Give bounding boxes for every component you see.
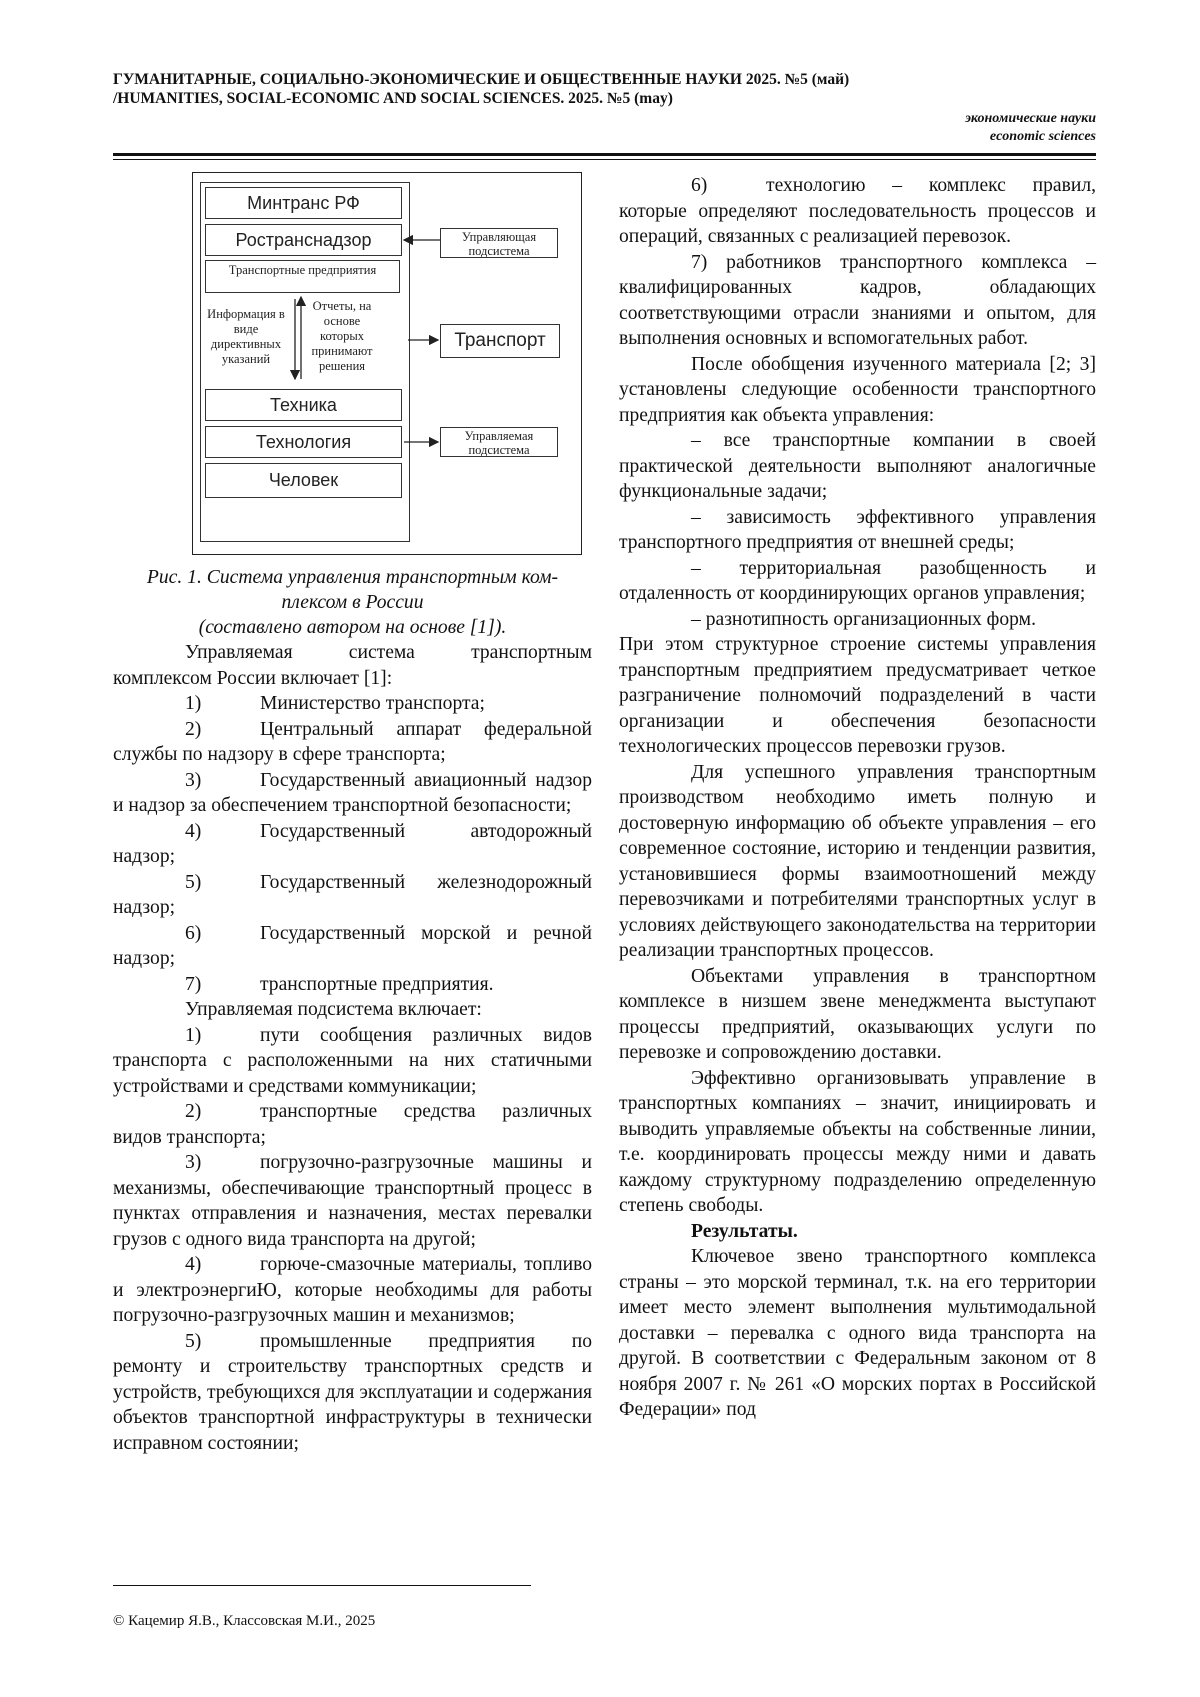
paragraph: Ключевое звено транспортного комплекса страны – это морской терминал, т.к. на его территории имеет место элемент выполнения мультимодальной доставки – перевалка с одного вида транспорта на другой. В соответствии с Федеральным законом от 8 ноября 2007 г. № 261 «О морских портах в Российской Федерации» под	[619, 1246, 1096, 1420]
list-item: 6) технологию – комплекс правил, которые определяют последовательность процессов и операций, связанных с реализацией перевозок.	[619, 175, 1096, 247]
journal-title-ru: ГУМАНИТАРНЫЕ, СОЦИАЛЬНО-ЭКОНОМИЧЕСКИЕ И ОБЩЕСТВЕННЫЕ НАУКИ 2025. №5 (май)	[113, 71, 850, 88]
paragraph: Управляемая система транспортным комплексом России включает [1]:	[113, 642, 592, 689]
paragraph: Объектами управления в транспортном комплексе в низшем звене менеджмента выступают процессы предприятий, оказывающих услуги по перевозке и сопровождению доставки.	[619, 965, 1096, 1063]
list-item: 1) пути сообщения различных видов транспорта с расположенными на них статичными устройствами и средствами коммуникации;	[113, 1024, 592, 1097]
header-rule-thin	[113, 159, 1096, 160]
box-mintrans: Минтранс РФ	[205, 187, 402, 219]
list-item: 4) Государственный автодорожный надзор;	[113, 820, 592, 867]
box-technika: Техника	[205, 389, 402, 421]
copyright-footer: © Кацемир Я.В., Классовская М.И., 2025	[113, 1613, 376, 1629]
paragraph: После обобщения изученного материала [2; 3] установлены следующие особенности транспортного предприятия как объекта управления:	[619, 353, 1096, 426]
list-item: 2) Центральный аппарат федеральной службы по надзору в сфере транспорта;	[113, 718, 592, 765]
figure-caption: Рис. 1. Система управления транспортным ком- плексом в России (составлено автором на основе [1]).	[146, 567, 559, 638]
dash-item: – зависимость эффективного управления транспортного предприятия от внешней среды;	[619, 506, 1096, 553]
paragraph: При этом структурное строение системы управления транспортным предприятием предусматривает четкое разграничение полномочий подразделений в части организации и обеспечения безопасности технологических процессов перевозки грузов.	[619, 634, 1096, 757]
note-directives: Информация в виде директивных указаний	[207, 307, 285, 366]
list-item: 5) Государственный железнодорожный надзор;	[113, 871, 592, 918]
list-item: 7) работников транспортного комплекса – квалифицированных кадров, обладающих соответствующими отрасли знаниями и опытом, для выполнения основных и вспомогательных работ.	[619, 251, 1096, 349]
list-item: 3) Государственный авиационный надзор и надзор за обеспечением транспортной безопасности;	[113, 769, 592, 816]
dash-item: – разнотипность организационных форм.	[691, 608, 1036, 630]
section-en: economic sciences	[989, 129, 1096, 144]
paragraph: Управляемая подсистема включает:	[185, 999, 482, 1020]
list-item: 1) Министерство транспорта;	[185, 693, 485, 714]
box-tekhnologiya: Технология	[205, 426, 402, 458]
footnote-rule	[113, 1585, 531, 1586]
header-rule-thick	[113, 153, 1096, 156]
box-transport: Транспорт	[440, 324, 560, 358]
journal-title-en: /HUMANITIES, SOCIAL-ECONOMIC AND SOCIAL SCIENCES. 2025. №5 (may)	[113, 90, 673, 107]
journal-header	[113, 70, 1103, 108]
list-item: 6) Государственный морской и речной надзор;	[113, 922, 592, 969]
box-managed-subsystem: Управляемая подсистема	[440, 427, 558, 457]
section-heading: Результаты.	[691, 1220, 798, 1242]
box-rostransnadzor: Ространснадзор	[205, 224, 402, 256]
figure-arrows	[193, 173, 583, 556]
right-column	[619, 173, 1096, 1423]
section-ru: экономические науки	[965, 111, 1096, 126]
list-item: 7) транспортные предприятия.	[185, 973, 494, 995]
figure-diagram	[192, 172, 582, 555]
left-column	[113, 640, 592, 1456]
list-item: 5) промышленные предприятия по ремонту и строительству транспортных средств и устройств, требующихся для эксплуатации и содержания объектов транспортной инфраструктуры в технически исправном состоянии;	[113, 1330, 592, 1454]
paragraph: Эффективно организовывать управление в транспортных компаниях – значит, инициировать и выводить управляемые объекты на собственные линии, т.е. координировать процессы между ними и давать каждому структурному подразделению определенную степень свободы.	[619, 1067, 1096, 1216]
box-managing-subsystem: Управляющая подсистема	[440, 228, 558, 258]
list-item: 4) горюче-смазочные материалы, топливо и электроэнергиЮ, которые необходимы для работы погрузочно-разгрузочных машин и механизмов;	[113, 1254, 592, 1326]
note-reports: Отчеты, на основе которых принимают решения	[311, 299, 373, 373]
section-label	[965, 110, 1096, 146]
list-item: 3) погрузочно-разгрузочные машины и механизмы, обеспечивающие транспортный процесс в пунктах отправления и назначения, местах перевалки грузов с одного вида транспорта на другой;	[113, 1152, 592, 1250]
list-item: 2) транспортные средства различных видов транспорта;	[113, 1101, 592, 1148]
dash-item: – все транспортные компании в своей практической деятельности выполняют аналогичные функциональные задачи;	[619, 430, 1096, 502]
box-chelovek: Человек	[205, 463, 402, 498]
box-transport-enterprises: Транспортные предприятия	[205, 260, 400, 293]
paragraph: Для успешного управления транспортным производством необходимо иметь полную и достоверную информацию об объекте управления – его современное состояние, историю и тенденции развития, установившиеся формы взаимоотношений между перевозчиками и потребителями транспортных услуг в условиях действующего законодательства на территории реализации транспортных процессов.	[619, 761, 1096, 961]
dash-item: – территориальная разобщенность и отдаленность от координирующих органов управления;	[619, 557, 1096, 604]
